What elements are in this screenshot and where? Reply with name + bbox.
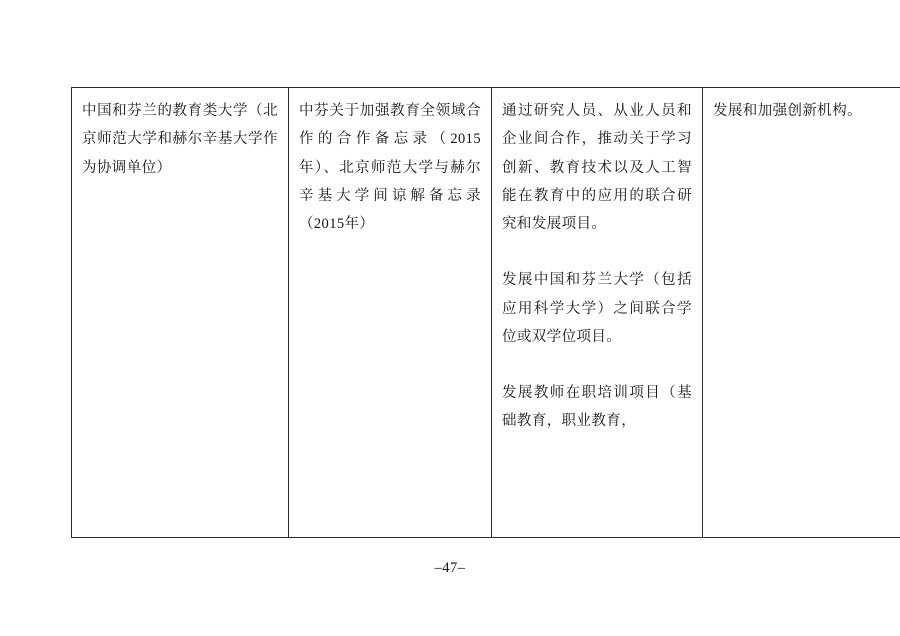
- cell-paragraph: 发展教师在职培训项目（基础教育，职业教育，: [502, 385, 692, 430]
- table-row: [72, 88, 900, 538]
- table-cell-activities: [492, 88, 703, 538]
- table-cell-goals: [703, 88, 900, 538]
- table-cell-agreements: [289, 88, 492, 538]
- cell-paragraph: 中芬关于加强教育全领域合作的合作备忘录（2015年）、北京师范大学与赫尔辛基大学间谅解备忘录（2015年）: [299, 103, 481, 233]
- cell-paragraph: 中国和芬兰的教育类大学（北京师范大学和赫尔辛基大学作为协调单位）: [82, 103, 278, 176]
- page-number: –47–: [434, 560, 466, 576]
- table-cell-institutions: [72, 88, 289, 538]
- cell-paragraph: 通过研究人员、从业人员和企业间合作，推动关于学习创新、教育技术以及人工智能在教育中的应用的联合研究和发展项目。: [502, 103, 692, 233]
- cell-paragraph: 发展和加强创新机构。: [713, 103, 862, 119]
- table-body: [72, 88, 900, 538]
- cell-paragraph: 发展中国和芬兰大学（包括应用科学大学）之间联合学位或双学位项目。: [502, 272, 692, 345]
- content-table: [71, 87, 900, 538]
